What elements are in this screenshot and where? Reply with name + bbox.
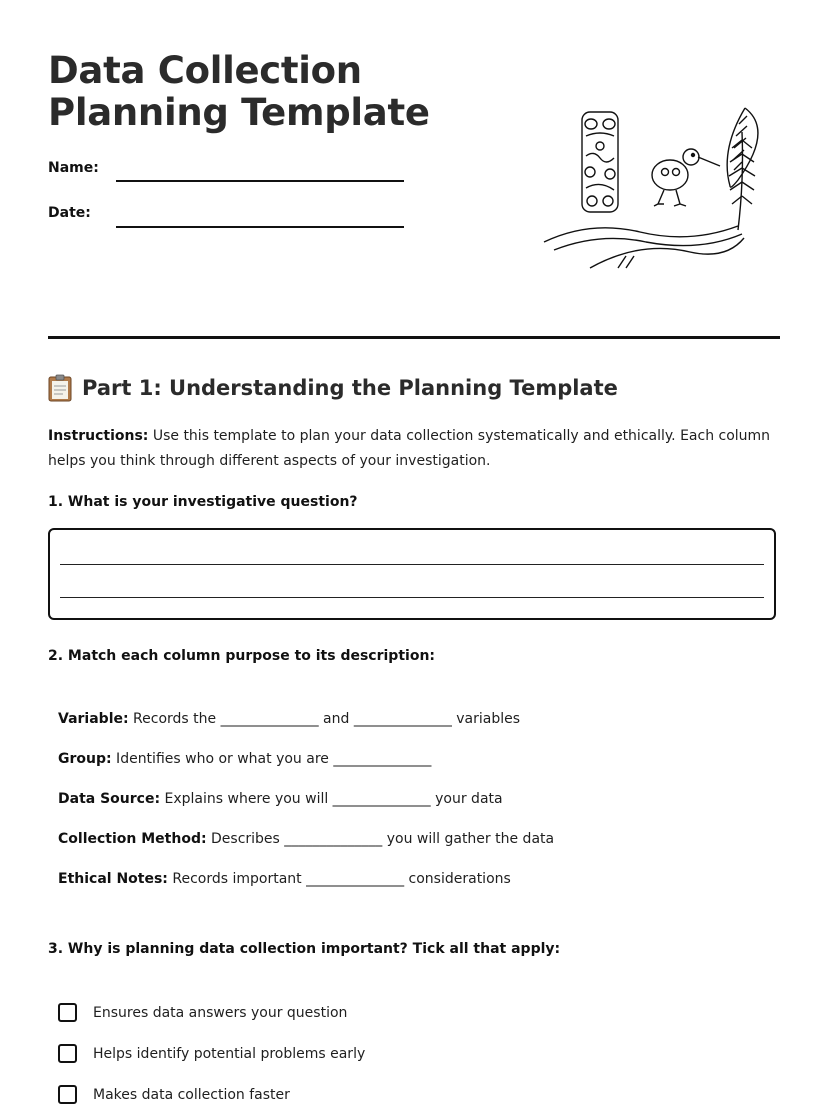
match-term: Variable: bbox=[58, 711, 129, 727]
match-desc: Records the ______________ and ______________ variables bbox=[128, 711, 521, 727]
instructions-label: Instructions: bbox=[48, 428, 149, 444]
match-term: Data Source: bbox=[58, 791, 161, 807]
date-field[interactable] bbox=[116, 226, 404, 228]
option-label: Makes data collection faster bbox=[93, 1086, 290, 1103]
option-checkbox[interactable] bbox=[58, 1044, 77, 1063]
question-2: 2. Match each column purpose to its description: bbox=[48, 648, 436, 664]
option-label: Helps identify potential problems early bbox=[93, 1045, 366, 1062]
kiwi-bird-icon bbox=[652, 149, 720, 206]
carved-pou-icon bbox=[582, 112, 618, 212]
option-label: Ensures data answers your question bbox=[93, 1004, 348, 1021]
instructions bbox=[48, 424, 780, 474]
option-identify-problems bbox=[58, 1044, 365, 1063]
match-term: Collection Method: bbox=[58, 831, 207, 847]
answer-line bbox=[60, 597, 764, 598]
section-divider bbox=[48, 336, 780, 339]
page-title: Data Collection Planning Template bbox=[48, 49, 430, 134]
match-desc: Records important ______________ considerations bbox=[167, 871, 511, 887]
option-ensures-data bbox=[58, 1003, 347, 1022]
name-field[interactable] bbox=[116, 180, 404, 182]
match-term: Group: bbox=[58, 751, 112, 767]
option-checkbox[interactable] bbox=[58, 1003, 77, 1022]
maori-nature-illustration bbox=[530, 100, 760, 272]
match-term: Ethical Notes: bbox=[58, 871, 168, 887]
question-1-answer-box[interactable] bbox=[48, 528, 776, 620]
match-item-variable bbox=[58, 711, 520, 727]
match-item-data-source bbox=[58, 791, 503, 807]
match-desc: Identifies who or what you are ______________ bbox=[111, 751, 432, 767]
match-item-group bbox=[58, 751, 431, 767]
part1-heading-text: Part 1: Understanding the Planning Template bbox=[82, 376, 618, 400]
question-1: 1. What is your investigative question? bbox=[48, 494, 358, 510]
option-checkbox[interactable] bbox=[58, 1085, 77, 1104]
worksheet-page bbox=[48, 0, 780, 1118]
punga-fern-icon bbox=[729, 132, 755, 230]
match-desc: Explains where you will ______________ your data bbox=[160, 791, 503, 807]
question-3: 3. Why is planning data collection important? Tick all that apply: bbox=[48, 941, 561, 957]
match-item-collection-method bbox=[58, 831, 554, 847]
date-label: Date: bbox=[48, 205, 91, 221]
river-icon bbox=[544, 226, 744, 268]
instructions-text: Use this template to plan your data collection systematically and ethically. Each column helps you think through different aspects of your investigation. bbox=[48, 428, 771, 469]
name-label: Name: bbox=[48, 160, 99, 176]
match-item-ethical-notes bbox=[58, 871, 511, 887]
answer-line bbox=[60, 564, 764, 565]
clipboard-icon bbox=[48, 374, 72, 402]
part1-heading bbox=[48, 374, 618, 402]
option-faster bbox=[58, 1085, 290, 1104]
match-desc: Describes ______________ you will gather the data bbox=[206, 831, 555, 847]
